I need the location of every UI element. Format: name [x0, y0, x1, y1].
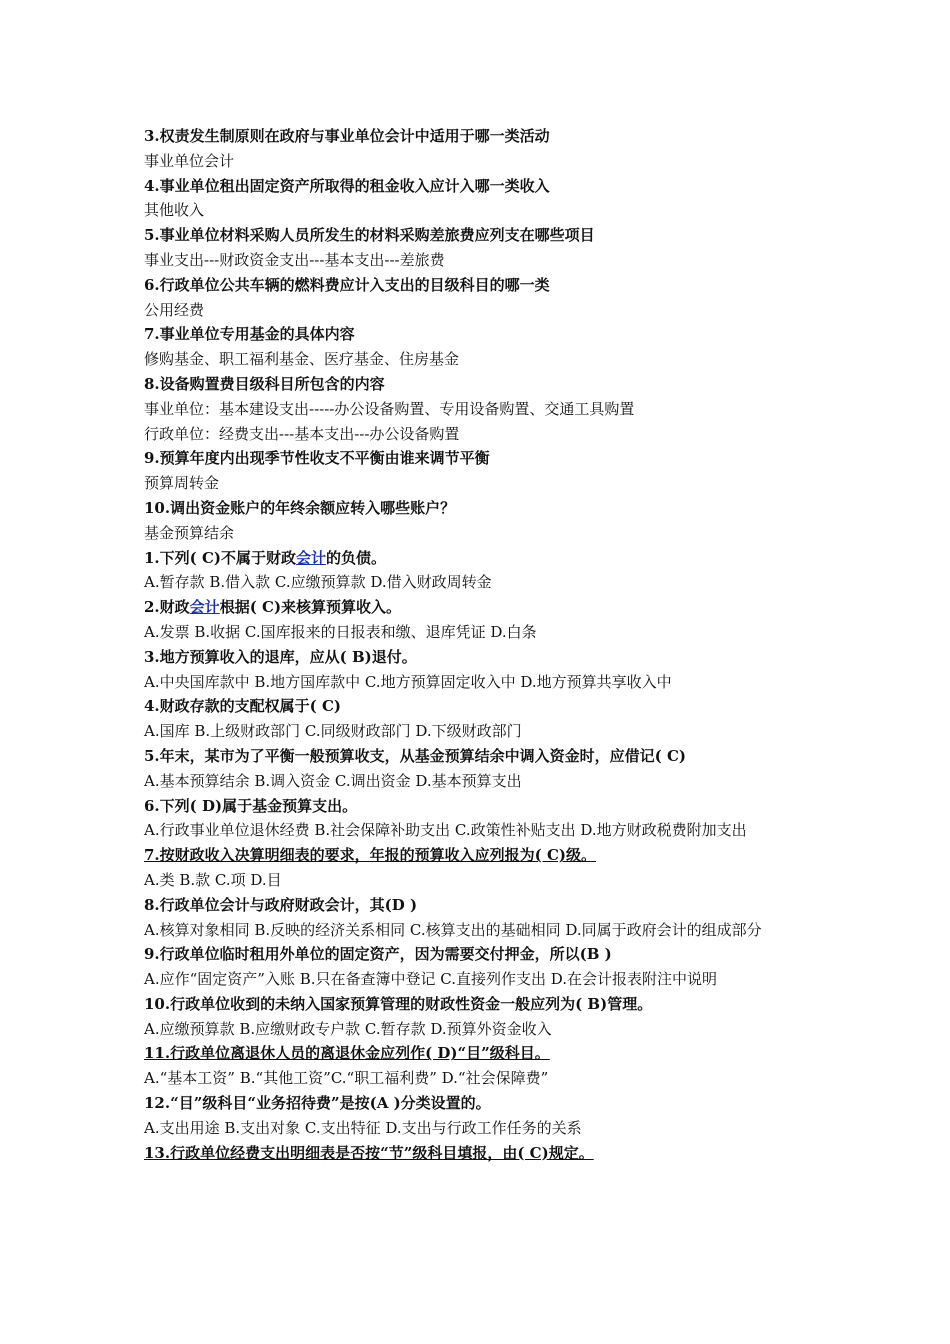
mc-question-11	[144, 1041, 824, 1066]
mc-options-9: A.应作“固定资产”入账 B.只在备查簿中登记 C.直接列作支出 D.在会计报表附注中说明	[144, 970, 718, 989]
underlined-question-text: 11.行政单位离退休人员的离退休金应列作( D)“目”级科目。	[144, 1044, 550, 1063]
mc-question-3: 3.地方预算收入的退库，应从( B)退付。	[144, 647, 417, 666]
underlined-question-text: 7.按财政收入决算明细表的要求，年报的预算收入应列报为( C)级。	[144, 846, 597, 865]
question-line: 10.调出资金账户的年终余额应转入哪些账户？	[144, 498, 456, 517]
question-line: 6.行政单位公共车辆的燃料费应计入支出的目级科目的哪一类	[144, 275, 550, 294]
mc-options-1: A.暂存款 B.借入款 C.应缴预算款 D.借入财政周转金	[144, 573, 492, 592]
question-line: 8.设备购置费目级科目所包含的内容	[144, 374, 385, 393]
mc-options-11: A.“基本工资” B.“其他工资”C.“职工福利费” D.“社会保障费”	[144, 1069, 549, 1088]
answer-line: 公用经费	[144, 300, 205, 319]
question-line: 5.事业单位材料采购人员所发生的材料采购差旅费应列支在哪些项目	[144, 226, 595, 245]
mc-question-8: 8.行政单位会计与政府财政会计，其(D )	[144, 895, 418, 914]
answer-line: 预算周转金	[144, 474, 220, 493]
answer-line: 基金预算结余	[144, 523, 235, 542]
mc-question-13	[144, 1141, 824, 1166]
question-text: 的负债。	[326, 548, 387, 567]
mc-options-12: A.支出用途 B.支出对象 C.支出特征 D.支出与行政工作任务的关系	[144, 1118, 582, 1137]
answer-line: 修购基金、职工福利基金、医疗基金、住房基金	[144, 350, 460, 369]
mc-question-1	[144, 546, 824, 571]
mc-question-4: 4.财政存款的支配权属于( C)	[144, 697, 342, 716]
accounting-link[interactable]: 会计	[296, 548, 327, 567]
answer-line: 事业支出---财政资金支出---基本支出---差旅费	[144, 250, 445, 269]
underlined-question-text: 13.行政单位经费支出明细表是否按“节”级科目填报，由( C)规定。	[144, 1143, 594, 1162]
answer-line: 事业单位会计	[144, 151, 235, 170]
mc-options-3: A.中央国库款中 B.地方国库款中 C.地方预算固定收入中 D.地方预算共享收入中	[144, 672, 672, 691]
question-text: 2.财政	[144, 598, 190, 617]
mc-question-6: 6.下列( D)属于基金预算支出。	[144, 796, 358, 815]
mc-question-5: 5.年末，某市为了平衡一般预算收支，从基金预算结余中调入资金时，应借记( C)	[144, 746, 687, 765]
answer-line: 事业单位：基本建设支出-----办公设备购置、专用设备购置、交通工具购置	[144, 399, 635, 418]
document-page	[144, 124, 824, 1165]
mc-options-2: A.发票 B.收据 C.国库报来的日报表和缴、退库凭证 D.白条	[144, 622, 537, 641]
mc-options-10: A.应缴预算款 B.应缴财政专户款 C.暂存款 D.预算外资金收入	[144, 1019, 552, 1038]
mc-options-4: A.国库 B.上级财政部门 C.同级财政部门 D.下级财政部门	[144, 722, 522, 741]
question-text: 1.下列( C)不属于财政	[144, 548, 297, 567]
mc-question-2	[144, 595, 824, 620]
mc-question-9: 9.行政单位临时租用外单位的固定资产，因为需要交付押金，所以(B )	[144, 945, 612, 964]
question-line: 3.权责发生制原则在政府与事业单位会计中适用于哪一类活动	[144, 127, 550, 145]
question-line: 9.预算年度内出现季节性收支不平衡由谁来调节平衡	[144, 449, 490, 468]
mc-options-7: A.类 B.款 C.项 D.目	[144, 870, 282, 889]
mc-question-7	[144, 843, 824, 868]
mc-question-10: 10.行政单位收到的未纳入国家预算管理的财政性资金一般应列为( B)管理。	[144, 994, 653, 1013]
question-line: 7.事业单位专用基金的具体内容	[144, 325, 355, 344]
question-line: 4.事业单位租出固定资产所取得的租金收入应计入哪一类收入	[144, 176, 550, 195]
answer-line: 其他收入	[144, 201, 205, 220]
mc-options-8: A.核算对象相同 B.反映的经济关系相同 C.核算支出的基础相同 D.同属于政府会计的组成部分	[144, 920, 762, 939]
question-text: 根据( C)来核算预算收入。	[219, 598, 402, 617]
mc-options-6: A.行政事业单位退休经费 B.社会保障补助支出 C.政策性补贴支出 D.地方财政税费附加支出	[144, 821, 747, 840]
answer-line: 行政单位：经费支出---基本支出---办公设备购置	[144, 424, 460, 443]
mc-question-12: 12.“目”级科目“业务招待费”是按(A )分类设置的。	[144, 1094, 491, 1113]
mc-options-5: A.基本预算结余 B.调入资金 C.调出资金 D.基本预算支出	[144, 771, 522, 790]
accounting-link[interactable]: 会计	[189, 598, 220, 617]
